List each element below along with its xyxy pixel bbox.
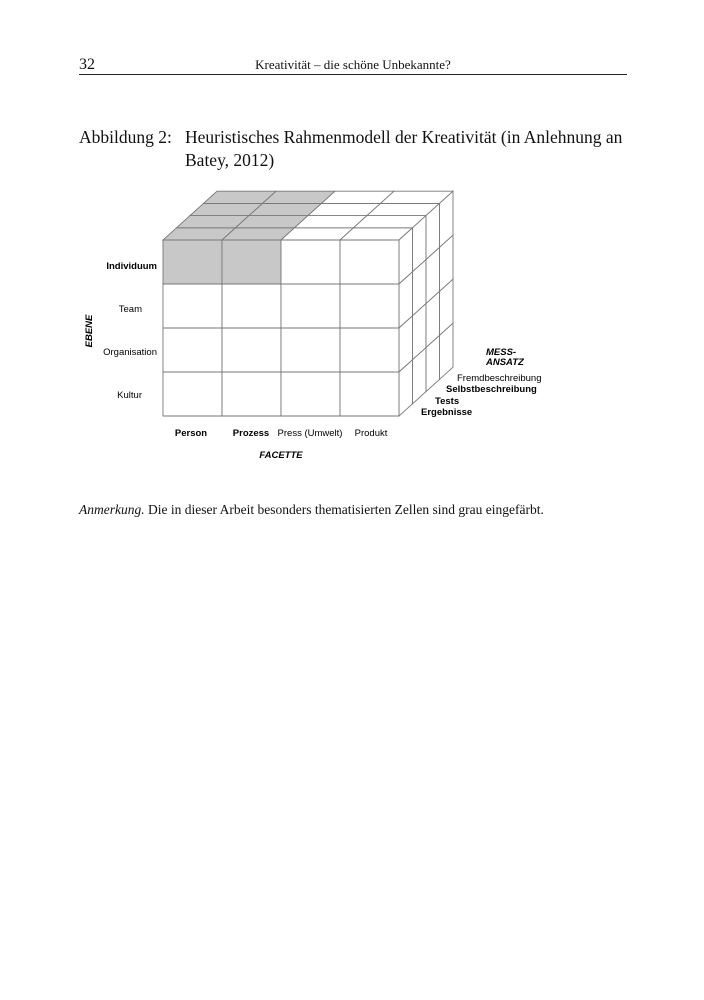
front-cell xyxy=(340,372,399,416)
page-header xyxy=(79,54,627,75)
axis-title-messansatz-2: ANSATZ xyxy=(486,357,524,368)
method-label-fremdbeschreibung: Fremdbeschreibung xyxy=(457,373,542,384)
caption-label: Abbildung 2: xyxy=(79,127,172,147)
creativity-framework-figure xyxy=(74,183,554,468)
facet-label-press: Press (Umwelt) xyxy=(277,428,343,439)
front-cell xyxy=(163,284,222,328)
front-cell xyxy=(281,284,340,328)
front-cell xyxy=(281,240,340,284)
axis-title-facette: FACETTE xyxy=(259,450,303,461)
method-label-selbstbeschreibung: Selbstbeschreibung xyxy=(446,384,537,395)
front-cell xyxy=(222,284,281,328)
front-cell xyxy=(163,328,222,372)
front-cell xyxy=(222,328,281,372)
facet-label-person: Person xyxy=(174,428,208,439)
method-label-ergebnisse: Ergebnisse xyxy=(421,407,473,418)
axis-title-ebene: EBENE xyxy=(84,314,95,348)
front-cell xyxy=(340,284,399,328)
front-cell xyxy=(340,328,399,372)
front-cell xyxy=(340,240,399,284)
level-label-team: Team xyxy=(118,304,142,315)
level-label-organisation: Organisation xyxy=(103,347,157,358)
front-cell xyxy=(163,372,222,416)
facet-label-produkt: Produkt xyxy=(354,428,388,439)
caption-text: Heuristisches Rahmenmodell der Kreativität (in Anlehnung an Batey, 2012) xyxy=(185,127,623,170)
page-number: 32 xyxy=(79,56,95,73)
running-title: Kreativität – die schöne Unbekannte? xyxy=(255,57,451,72)
axis-title-messansatz-1: MESS- xyxy=(486,347,517,358)
facet-label-prozess: Prozess xyxy=(232,428,270,439)
front-cell xyxy=(222,372,281,416)
note-text: Die in dieser Arbeit besonders thematisierten Zellen sind grau eingefärbt. xyxy=(144,502,544,517)
level-label-individuum: Individuum xyxy=(106,261,157,272)
front-cell xyxy=(281,372,340,416)
front-cell xyxy=(163,240,222,284)
front-cell xyxy=(281,328,340,372)
method-label-tests: Tests xyxy=(435,396,460,407)
cube-grid xyxy=(163,191,453,416)
figure-note xyxy=(79,502,544,518)
front-cell xyxy=(222,240,281,284)
note-label: Anmerkung. xyxy=(79,502,145,517)
level-label-kultur: Kultur xyxy=(117,390,142,401)
